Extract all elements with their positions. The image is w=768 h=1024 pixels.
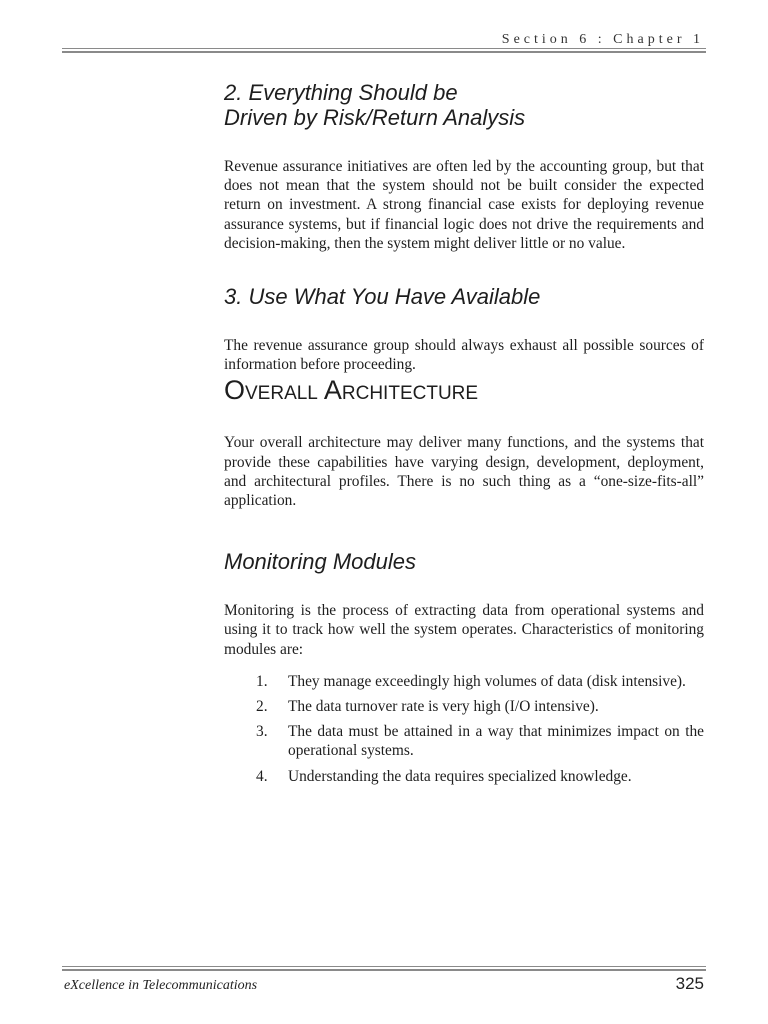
section-heading-monitoring-modules: Monitoring Modules — [224, 549, 416, 575]
paragraph-monitoring-modules: Monitoring is the process of extracting data from operational systems and using it to track how well the system operates. Characteristics of monitoring modules are: — [224, 602, 704, 658]
list-item — [224, 672, 704, 691]
list-item-number: 4. — [256, 767, 268, 785]
list-item-number: 2. — [256, 698, 268, 716]
list-item-text: Understanding the data requires specialized knowledge. — [288, 767, 632, 785]
page-number: 325 — [675, 974, 704, 993]
list-item-number: 3. — [256, 723, 268, 741]
list-item-text: The data must be attained in a way that minimizes impact on the operational systems. — [288, 723, 704, 760]
paragraph-overall-architecture: Your overall architecture may deliver many functions, and the systems that provide these capabilities have varying design, development, deployment, and architectural profiles. There is no such thing as a “one-size-fits-all” application. — [224, 434, 704, 510]
page-content — [224, 80, 704, 792]
section-heading-overall-architecture: Overall Architecture — [224, 375, 479, 406]
section-heading-use-available: 3. Use What You Have Available — [224, 284, 541, 310]
header-rule — [62, 48, 706, 49]
section-heading-risk-return — [224, 80, 704, 130]
heading-line-1: 2. Everything Should be — [224, 80, 458, 105]
running-head: Section 6 : Chapter 1 — [501, 32, 704, 47]
heading-line-2: Driven by Risk/Return Analysis — [224, 105, 526, 130]
list-item — [224, 697, 704, 716]
paragraph-risk-return: Revenue assurance initiatives are often led by the accounting group, but that does not mean that the system should not be built consider the expected return on investment. A strong financial case exists for deploying revenue assurance systems, but if financial logic does not drive the requirements and decision-making, then the system might deliver little or no value. — [224, 158, 704, 252]
footer-book-title: eXcellence in Telecommunications — [64, 978, 258, 993]
list-item-text: They manage exceedingly high volumes of data (disk intensive). — [288, 672, 686, 690]
footer-rule — [62, 966, 706, 967]
header-rule-thick — [62, 51, 706, 53]
footer-rule-thick — [62, 969, 706, 971]
paragraph-use-available: The revenue assurance group should always exhaust all possible sources of information before proceeding. — [224, 337, 704, 374]
list-item — [224, 767, 704, 786]
list-item — [224, 722, 704, 760]
list-item-number: 1. — [256, 672, 268, 690]
characteristics-list — [224, 672, 704, 786]
list-item-text: The data turnover rate is very high (I/O intensive). — [288, 698, 599, 716]
